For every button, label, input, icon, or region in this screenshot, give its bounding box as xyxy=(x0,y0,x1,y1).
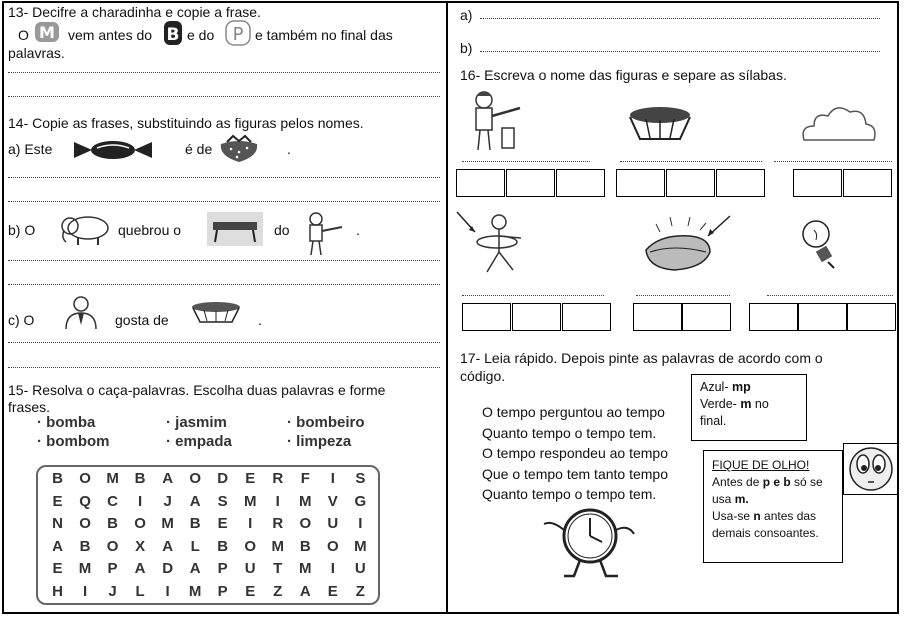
tip-text: usa xyxy=(712,492,735,506)
word-search-letter[interactable]: S xyxy=(355,470,366,487)
word-search-letter[interactable]: E xyxy=(217,515,228,532)
q13-text-4: e também no final das xyxy=(255,27,393,43)
syllable-box[interactable] xyxy=(512,303,561,331)
word-search-letter[interactable]: O xyxy=(326,537,339,555)
word-search-letter[interactable]: C xyxy=(107,492,118,510)
eyes-box xyxy=(843,443,899,495)
word-item: · bombeiro xyxy=(287,414,365,431)
candy-icon xyxy=(72,138,154,162)
syllable-box[interactable] xyxy=(633,303,682,331)
word-search-letter[interactable]: U xyxy=(354,560,366,577)
word-search-letter[interactable]: A xyxy=(134,560,146,577)
q14-a-text-2: é de xyxy=(185,141,213,157)
word-search-letter[interactable]: B xyxy=(299,537,311,555)
word-search-letter[interactable]: I xyxy=(165,582,170,600)
word-item: · limpeza xyxy=(287,433,352,450)
firefighter-icon xyxy=(304,211,344,259)
word-search-letter[interactable]: B xyxy=(52,470,63,487)
cloud-icon xyxy=(800,100,878,144)
q14-b-text-1: b) O xyxy=(8,222,36,238)
word-search-row xyxy=(44,583,374,606)
answer-line[interactable] xyxy=(462,295,604,296)
word-search-row xyxy=(44,515,374,538)
poem-line[interactable]: Que o tempo tem tanto tempo xyxy=(482,465,668,482)
syllable-box[interactable] xyxy=(798,303,847,331)
word-search-letter[interactable]: M xyxy=(188,582,202,600)
word-search-letter[interactable]: M xyxy=(299,560,312,577)
word-search-letter[interactable]: O xyxy=(244,537,257,555)
word-search-letter[interactable]: H xyxy=(52,582,63,600)
word-search-letter[interactable]: J xyxy=(163,492,172,510)
word-search-row xyxy=(44,560,374,583)
answer-line[interactable] xyxy=(8,260,440,261)
answer-line[interactable] xyxy=(767,295,893,296)
answer-line[interactable] xyxy=(8,201,440,202)
answer-line[interactable] xyxy=(636,295,730,296)
word-search-letter[interactable]: M xyxy=(299,492,312,510)
word-search-letter[interactable]: Z xyxy=(355,582,365,600)
word-search-letter[interactable]: M xyxy=(243,492,257,510)
word-item: · jasmim xyxy=(166,414,227,431)
word-item: · empada xyxy=(166,433,232,450)
word-search-letter[interactable]: B xyxy=(107,515,118,532)
word-search-letter[interactable]: A xyxy=(162,470,174,487)
word-search-letter[interactable]: B xyxy=(217,537,229,555)
word-search-letter[interactable]: I xyxy=(138,492,143,510)
word-search-letter[interactable]: R xyxy=(272,515,284,532)
syllable-box[interactable] xyxy=(843,169,892,197)
word-search-letter[interactable]: P xyxy=(217,582,228,600)
word-search-letter[interactable]: U xyxy=(244,560,256,577)
word-search-letter[interactable]: Z xyxy=(273,582,283,600)
word-search-row xyxy=(44,538,374,561)
syllable-box[interactable] xyxy=(456,169,505,197)
q14-a-text-1: a) Este xyxy=(8,141,53,157)
word-search-letter[interactable]: O xyxy=(79,515,91,532)
syllable-box[interactable] xyxy=(682,303,731,331)
word-search-letter[interactable]: I xyxy=(275,492,280,510)
answer-line[interactable] xyxy=(8,177,440,178)
word-search-letter[interactable]: P xyxy=(217,560,228,577)
syllable-box[interactable] xyxy=(556,169,605,197)
watching-eyes-icon xyxy=(844,444,898,494)
syllable-box[interactable] xyxy=(847,303,896,331)
hula-hoop-kid-icon xyxy=(455,208,535,276)
pie-icon xyxy=(190,300,242,326)
letter-m-icon xyxy=(34,21,60,43)
q13-text-3: e do xyxy=(187,27,215,43)
q14-c-text-2: gosta de xyxy=(115,312,169,328)
column-divider xyxy=(446,2,448,612)
word-search-letter[interactable]: I xyxy=(82,582,88,600)
word-search-letter[interactable]: A xyxy=(299,582,311,600)
clock-character-icon xyxy=(540,500,640,580)
syllable-box[interactable] xyxy=(666,169,715,197)
word-search-letter[interactable]: I xyxy=(248,515,253,532)
tip-text: Antes de xyxy=(712,475,763,489)
answer-line[interactable] xyxy=(480,18,880,19)
q17-title-2: código. xyxy=(460,368,506,384)
word-search-letter[interactable]: O xyxy=(79,470,91,487)
word-search-letter[interactable]: D xyxy=(217,470,229,487)
word-search-letter[interactable]: V xyxy=(327,492,338,510)
answer-line[interactable] xyxy=(8,367,440,368)
word-search-letter[interactable]: M xyxy=(161,515,174,532)
word-search-letter[interactable]: T xyxy=(273,560,283,577)
word-search-letter[interactable]: D xyxy=(162,560,174,577)
word-search-letter[interactable]: A xyxy=(162,537,174,555)
word-search-grid[interactable] xyxy=(44,470,374,605)
word-search-letter[interactable]: I xyxy=(330,560,335,577)
word-search-letter[interactable]: M xyxy=(271,537,284,555)
word-search-letter[interactable]: O xyxy=(106,537,119,555)
tip-text: demais consoantes. xyxy=(712,526,819,540)
svg-text:P: P xyxy=(232,24,244,45)
syllable-box[interactable] xyxy=(716,169,765,197)
word-search-letter[interactable]: E xyxy=(245,582,256,600)
soap-icon xyxy=(640,214,732,274)
tip-bold: m. xyxy=(734,492,749,506)
q14-b-text-2: quebrou o xyxy=(118,222,182,238)
answer-line[interactable] xyxy=(8,72,440,73)
word-search-letter[interactable]: L xyxy=(190,537,200,555)
word-search-letter[interactable]: A xyxy=(52,537,63,555)
word-search-letter[interactable]: E xyxy=(245,470,256,487)
q13-text-2: vem antes do xyxy=(68,27,153,43)
word-search-letter[interactable]: L xyxy=(135,582,145,600)
tip-box xyxy=(703,450,843,563)
q13-text-5: palavras. xyxy=(8,45,65,61)
word-search-letter[interactable]: I xyxy=(330,470,335,487)
svg-text:B: B xyxy=(166,25,180,45)
code-green-label: Verde- xyxy=(700,397,741,411)
word-search-letter[interactable]: G xyxy=(354,492,367,510)
word-search-row xyxy=(44,493,374,516)
answer-line[interactable] xyxy=(620,161,762,162)
q17-title-1: 17- Leia rápido. Depois pinte as palavras de acordo com o xyxy=(460,350,823,366)
q15-title-1: 15- Resolva o caça-palavras. Escolha duas palavras e forme xyxy=(8,382,386,398)
answer-line[interactable] xyxy=(8,342,440,343)
word-search-letter[interactable]: O xyxy=(134,515,146,532)
answer-line[interactable] xyxy=(462,161,590,162)
word-search-letter[interactable]: U xyxy=(327,515,339,532)
word-search-letter[interactable]: B xyxy=(79,537,91,555)
q14-title: 14- Copie as frases, substituindo as figuras pelos nomes. xyxy=(8,115,364,131)
syllable-box[interactable] xyxy=(749,303,798,331)
strawberry-icon xyxy=(213,134,265,164)
word-search-letter[interactable]: M xyxy=(354,537,367,555)
elephant-icon xyxy=(58,212,112,246)
word-search-letter[interactable]: R xyxy=(272,470,284,487)
word-search-letter[interactable]: P xyxy=(107,560,118,577)
word-search-letter[interactable]: I xyxy=(358,515,363,532)
word-search-letter[interactable]: B xyxy=(134,470,146,487)
word-search-letter[interactable]: X xyxy=(135,537,146,555)
color-code-box xyxy=(691,374,807,441)
tip-bold: p e b xyxy=(762,475,791,489)
answer-line[interactable] xyxy=(8,284,440,285)
word-item: · bomba xyxy=(37,414,96,431)
q14-b-text-3: do xyxy=(274,222,290,238)
tip-text: Usa-se xyxy=(712,509,754,523)
word-search-letter[interactable]: J xyxy=(108,582,117,600)
word-search-letter[interactable]: M xyxy=(78,560,92,577)
word-search-letter[interactable]: F xyxy=(300,470,310,487)
code-green-rest: no xyxy=(751,397,769,411)
word-search-letter[interactable]: M xyxy=(106,470,119,487)
letter-b-icon xyxy=(163,20,183,46)
word-search-letter[interactable]: Q xyxy=(79,492,91,510)
word-search-letter[interactable]: N xyxy=(52,515,63,532)
syllable-box[interactable] xyxy=(562,303,611,331)
letter-p-icon xyxy=(225,20,251,46)
firefighter-icon xyxy=(468,88,522,154)
word-search-letter[interactable]: O xyxy=(189,470,201,487)
word-search-letter[interactable]: A xyxy=(189,560,201,577)
tip-bold: n xyxy=(753,509,761,523)
tip-title: FIQUE DE OLHO! xyxy=(712,458,810,472)
answer-line[interactable] xyxy=(774,161,892,162)
bench-icon xyxy=(207,212,263,246)
q14-b-end: . xyxy=(356,222,360,238)
q16-title: 16- Escreva o nome das figuras e separe as sílabas. xyxy=(460,67,787,83)
q14-c-text-1: c) O xyxy=(8,312,35,328)
poem-line[interactable]: Quanto tempo o tempo tem. xyxy=(482,424,657,441)
word-search-letter[interactable]: E xyxy=(52,560,63,577)
tip-text: só se xyxy=(790,475,823,489)
svg-text:M: M xyxy=(39,23,55,42)
word-search-letter[interactable]: S xyxy=(217,492,228,510)
syllable-box[interactable] xyxy=(793,169,842,197)
poem-line[interactable]: O tempo perguntou ao tempo xyxy=(482,404,665,420)
code-green-value: m xyxy=(740,397,752,411)
answer-a-label: a) xyxy=(460,7,473,23)
syllable-box[interactable] xyxy=(616,169,665,197)
answer-b-label: b) xyxy=(460,40,473,56)
word-item: · bombom xyxy=(37,433,110,450)
q14-a-end: . xyxy=(287,141,291,157)
man-icon xyxy=(60,295,102,331)
light-bulb-icon xyxy=(800,218,840,270)
code-green-rest-2: final. xyxy=(700,414,727,428)
q14-c-end: . xyxy=(258,312,262,328)
syllable-box[interactable] xyxy=(462,303,511,331)
q15-title-2: frases. xyxy=(8,399,51,415)
answer-line[interactable] xyxy=(8,96,440,97)
code-blue-value: mp xyxy=(731,380,751,394)
word-search-row xyxy=(44,470,374,493)
word-search-letter[interactable]: E xyxy=(52,492,63,510)
poem xyxy=(482,402,668,505)
answer-line[interactable] xyxy=(480,51,880,52)
word-search-letter[interactable]: E xyxy=(327,582,338,600)
code-blue-label: Azul- xyxy=(700,380,732,394)
word-search-letter[interactable]: A xyxy=(189,492,201,510)
syllable-box[interactable] xyxy=(506,169,555,197)
pie-icon xyxy=(628,105,692,147)
word-search-letter[interactable]: O xyxy=(299,515,312,532)
q13-title: 13- Decifre a charadinha e copie a frase. xyxy=(8,4,261,20)
tip-text: antes das xyxy=(760,509,817,523)
poem-line[interactable]: Quanto tempo o tempo tem. xyxy=(482,486,657,502)
word-search-letter[interactable]: B xyxy=(189,515,201,532)
poem-line[interactable]: O tempo respondeu ao tempo xyxy=(482,445,669,461)
q13-text-1: O xyxy=(18,27,29,43)
